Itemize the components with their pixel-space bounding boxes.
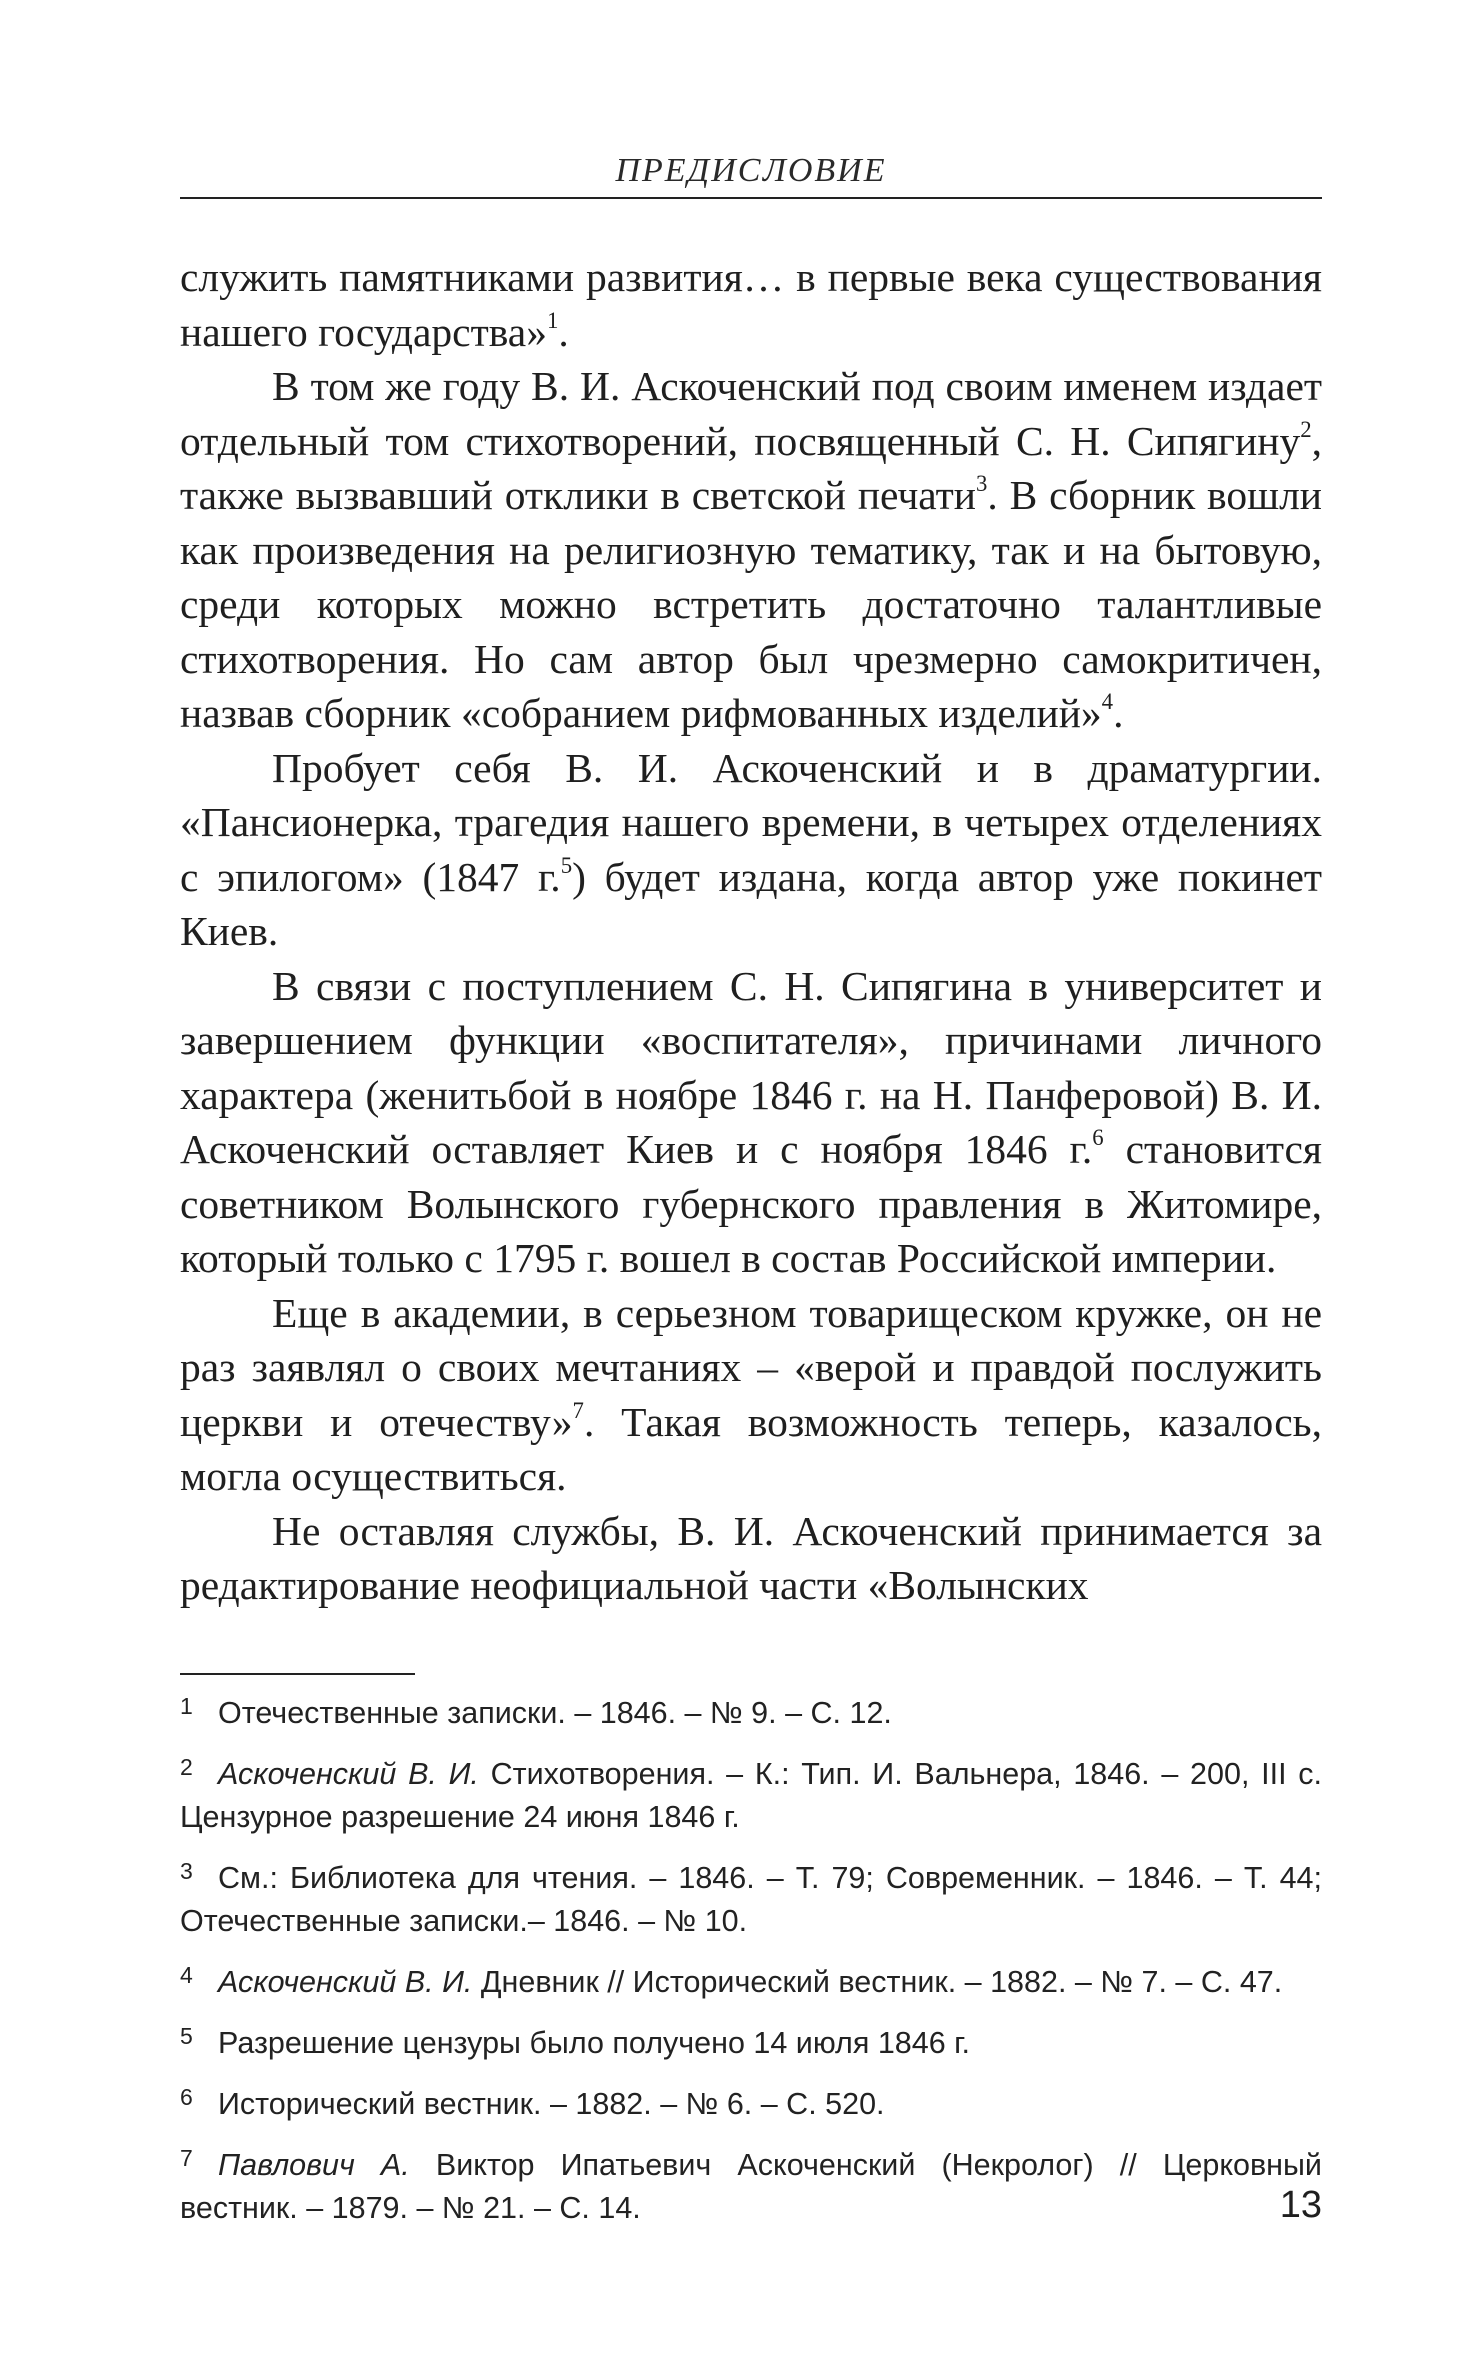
paragraph-6: Не оставляя службы, В. И. Аскоченский принимается за редактирование неофициальной части «Волынских [180,1507,1322,1608]
footnote-ref-1[interactable]: 1 [546,307,559,333]
footnote-7: 7 Павлович А. Виктор Ипатьевич Аскоченский (Некролог) // Церковный вестник. – 1879. – № 21. – С. 14. [180,2145,1322,2225]
footnote-ref-5[interactable]: 5 [560,852,573,878]
footnote-ref-2[interactable]: 2 [1300,416,1312,442]
page-number: 13 [1279,2184,1322,2226]
main-text [180,250,1322,1613]
footnote-5: 5 Разрешение цензуры было получено 14 июля 1846 г. [180,2023,971,2060]
paragraph-1: служить памятниками развития… в первые века существования нашего государства»$^1$. [180,254,1322,355]
footnote-ref-6[interactable]: 6 [1092,1124,1104,1150]
paragraph-4: В связи с поступлением С. Н. Сипягина в университет и завершением функции «воспитателя», причинами личного характера (женитьбой в ноябре 1846 г. на Н. Панферовой) В. И. Аскоченский оставляет Киев и с ноября 1846 г.$^6$ становится советником Волынского губернского правления в Житомире, который только с 1795 г. вошел в состав Российской империи. [180,962,1322,1281]
footnote-2: 2 Аскоченский В. И. Стихотворения. – К.: Тип. И. Вальнера, 1846. – 200, III с. Цензурное разрешение 24 июня 1846 г. [180,1754,1322,1834]
footnote-separator [180,1673,415,1675]
footnote-1: 1 Отечественные записки. – 1846. – № 9. – С. 12. [180,1693,892,1730]
running-title: ПРЕДИСЛОВИЕ [615,152,887,189]
header-rule [180,197,1322,199]
paragraph-2: В том же году В. И. Аскоченский под своим именем издает отдельный том стихотворений, посвященный С. Н. Сипягину$^2$, также вызвавший отклики в светской печати$^3$. В сборник вошли как произведения на религиозную тематику, так и на бытовую, среди которых можно встретить достаточно талантливые стихотворения. Но сам автор был чрезмерно самокритичен, назвав сборник «собранием рифмованных изделий»$^4$. [180,363,1322,736]
footnote-6: 6 Исторический вестник. – 1882. – № 6. – С. 520. [180,2084,885,2121]
footnotes [180,1685,1322,2241]
footnote-3: 3 См.: Библиотека для чтения. – 1846. – Т. 79; Современник. – 1846. – Т. 44; Отечественные записки.– 1846. – № 10. [180,1858,1322,1938]
footnote-ref-4[interactable]: 4 [1101,688,1114,714]
paragraph-5: Еще в академии, в серьезном товарищеском кружке, он не раз заявлял о своих мечтаниях – «верой и правдой послужить церкви и отечеству»$^7$. Такая возможность теперь, казалось, могла осуществиться. [180,1289,1322,1499]
footnote-ref-7[interactable]: 7 [572,1397,584,1423]
paragraph-3: Пробует себя В. И. Аскоченский и в драматургии. «Пансионерка, трагедия нашего времени, в четырех отделениях с эпилогом» (1847 г.$^5$) будет издана, когда автор уже покинет Киев. [180,744,1322,954]
footnote-4: 4 Аскоченский В. И. Дневник // Исторический вестник. – 1882. – № 7. – С. 47. [180,1962,1283,1999]
footnote-ref-3[interactable]: 3 [976,470,988,496]
